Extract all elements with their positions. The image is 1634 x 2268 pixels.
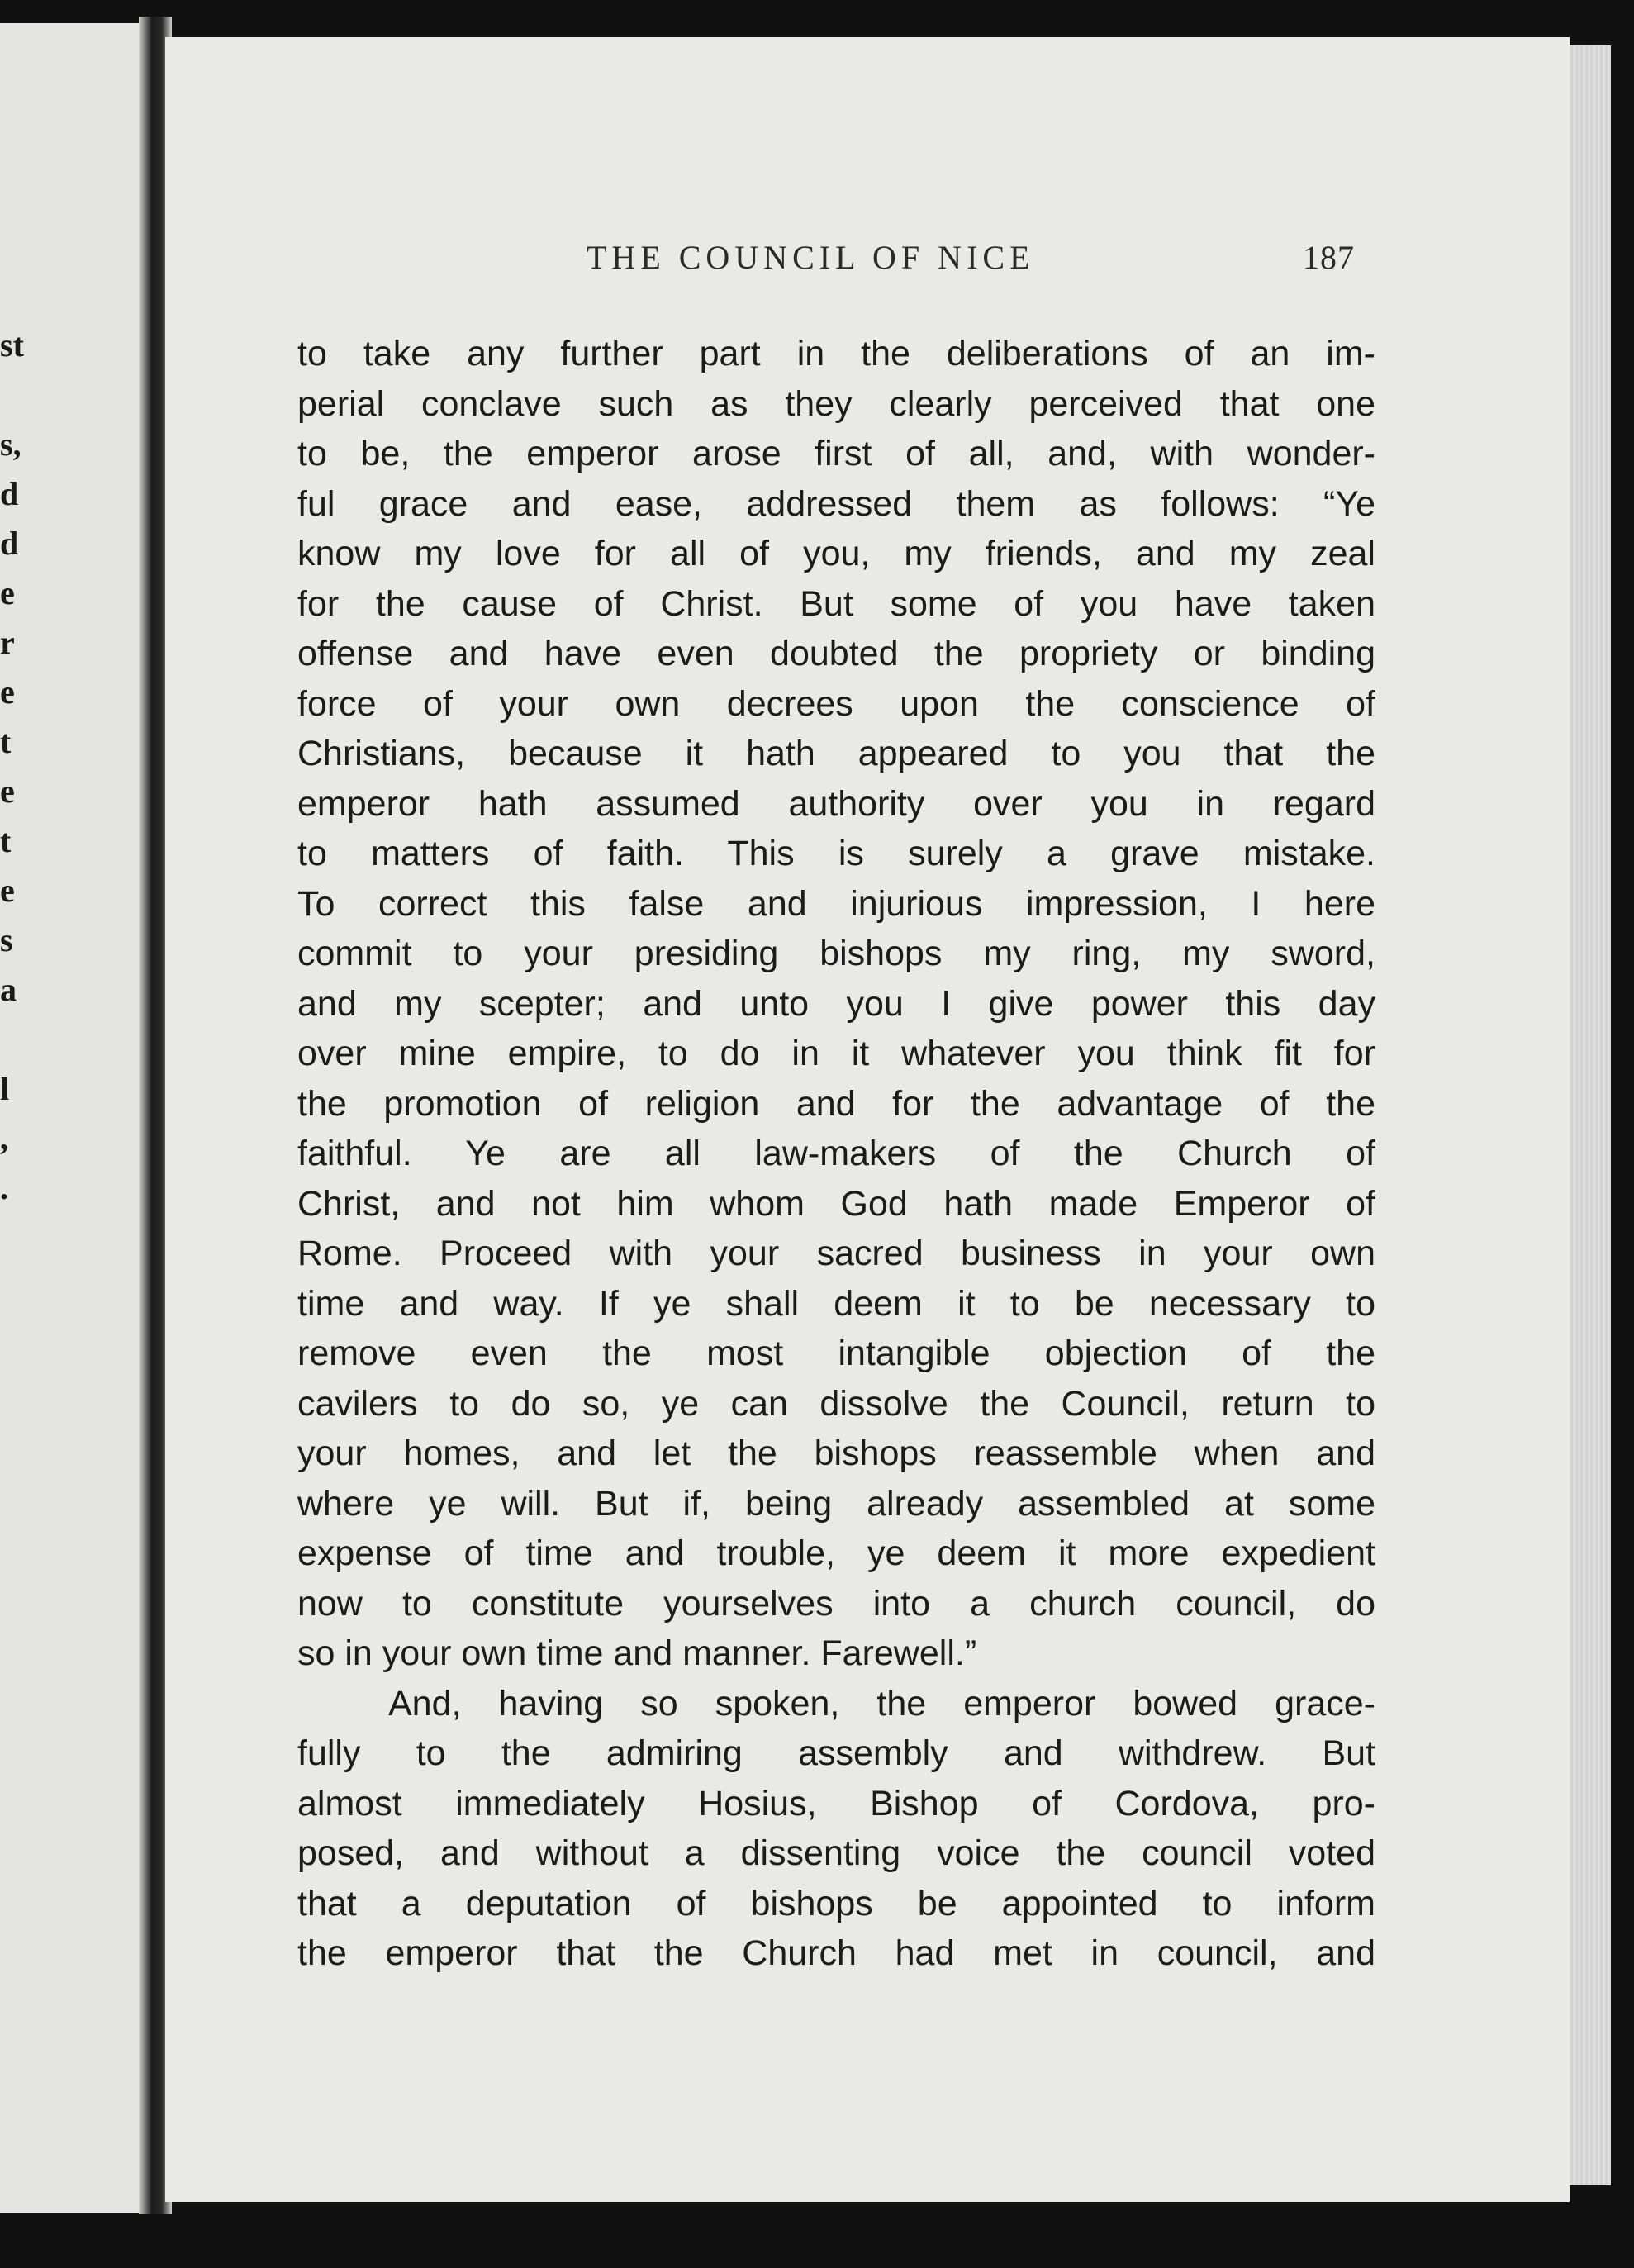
text-line: offense and have even doubted the propriety or binding bbox=[297, 634, 1375, 673]
body-text bbox=[297, 329, 1375, 1979]
text-line: to matters of faith. This is surely a grave mistake. bbox=[297, 834, 1375, 873]
left-fragment: s, bbox=[0, 426, 21, 463]
text-line: force of your own decrees upon the conscience of bbox=[297, 683, 1375, 724]
left-fragment: t bbox=[0, 822, 12, 859]
text-line: emperor hath assumed authority over you in regard bbox=[297, 783, 1375, 824]
text-line: expense of time and trouble, ye deem it more expedient bbox=[297, 1533, 1375, 1573]
left-page-text-fragments bbox=[0, 321, 24, 1213]
text-line: ful grace and ease, addressed them as follows: “Ye bbox=[297, 483, 1375, 524]
text-line: now to constitute yourselves into a church council, do bbox=[297, 1583, 1375, 1624]
left-fragment: e bbox=[0, 872, 15, 909]
left-fragment: d bbox=[0, 475, 19, 512]
page-number: 187 bbox=[1303, 239, 1355, 276]
left-fragment: e bbox=[0, 773, 15, 810]
text-line: posed, and without a dissenting voice the council voted bbox=[297, 1833, 1375, 1873]
text-line: where ye will. But if, being already assembled at some bbox=[297, 1483, 1375, 1524]
text-line: remove even the most intangible objection of the bbox=[297, 1334, 1375, 1373]
left-fragment: e bbox=[0, 574, 15, 611]
text-line: To correct this false and injurious impression, I here bbox=[297, 883, 1375, 924]
text-line: your homes, and let the bishops reassemble when and bbox=[297, 1434, 1375, 1473]
header-title: THE COUNCIL OF NICE bbox=[587, 239, 1035, 276]
text-line: almost immediately Hosius, Bishop of Cordova, pro- bbox=[297, 1783, 1375, 1823]
left-fragment: . bbox=[0, 1169, 8, 1206]
text-line: over mine empire, to do in it whatever you think fit for bbox=[297, 1034, 1375, 1073]
text-line: cavilers to do so, ye can dissolve the Council, return to bbox=[297, 1383, 1375, 1424]
text-line: to be, the emperor arose first of all, and, with wonder- bbox=[297, 434, 1375, 473]
text-line: And, having so spoken, the emperor bowed grace- bbox=[388, 1683, 1375, 1724]
text-line: and my scepter; and unto you I give power this day bbox=[297, 983, 1375, 1024]
page-edge bbox=[1570, 45, 1611, 2185]
text-line: Christians, because it hath appeared to you that the bbox=[297, 734, 1375, 773]
text-line: the emperor that the Church had met in council, and bbox=[297, 1933, 1375, 1973]
text-line: fully to the admiring assembly and withdrew. But bbox=[297, 1733, 1375, 1773]
text-line: faithful. Ye are all law-makers of the Church of bbox=[297, 1134, 1375, 1173]
text-line: for the cause of Christ. But some of you have taken bbox=[297, 583, 1375, 624]
left-fragment: a bbox=[0, 971, 17, 1008]
text-line: to take any further part in the deliberations of an im- bbox=[297, 334, 1375, 373]
left-fragment: e bbox=[0, 673, 15, 711]
text-line: so in your own time and manner. Farewell.” bbox=[297, 1633, 977, 1673]
left-fragment bbox=[0, 1015, 20, 1064]
left-fragment: s bbox=[0, 921, 13, 958]
text-line: the promotion of religion and for the advantage of the bbox=[297, 1083, 1375, 1124]
left-facing-page bbox=[0, 23, 157, 2213]
left-fragment bbox=[0, 370, 20, 420]
left-fragment: , bbox=[0, 1120, 8, 1157]
running-header bbox=[587, 238, 1355, 279]
left-fragment: d bbox=[0, 525, 19, 562]
left-fragment: t bbox=[0, 723, 12, 760]
text-line: Christ, and not him whom God hath made Emperor of bbox=[297, 1183, 1375, 1224]
text-line: perial conclave such as they clearly perceived that one bbox=[297, 383, 1375, 424]
text-line: that a deputation of bishops be appointed to inform bbox=[297, 1883, 1375, 1923]
text-line: know my love for all of you, my friends, and my zeal bbox=[297, 534, 1375, 573]
text-line: time and way. If ye shall deem it to be necessary to bbox=[297, 1283, 1375, 1324]
left-fragment: l bbox=[0, 1070, 10, 1107]
left-fragment: r bbox=[0, 624, 15, 661]
text-line: Rome. Proceed with your sacred business in your own bbox=[297, 1234, 1375, 1273]
left-fragment: st bbox=[0, 326, 24, 364]
text-line: commit to your presiding bishops my ring, my sword, bbox=[297, 934, 1375, 973]
